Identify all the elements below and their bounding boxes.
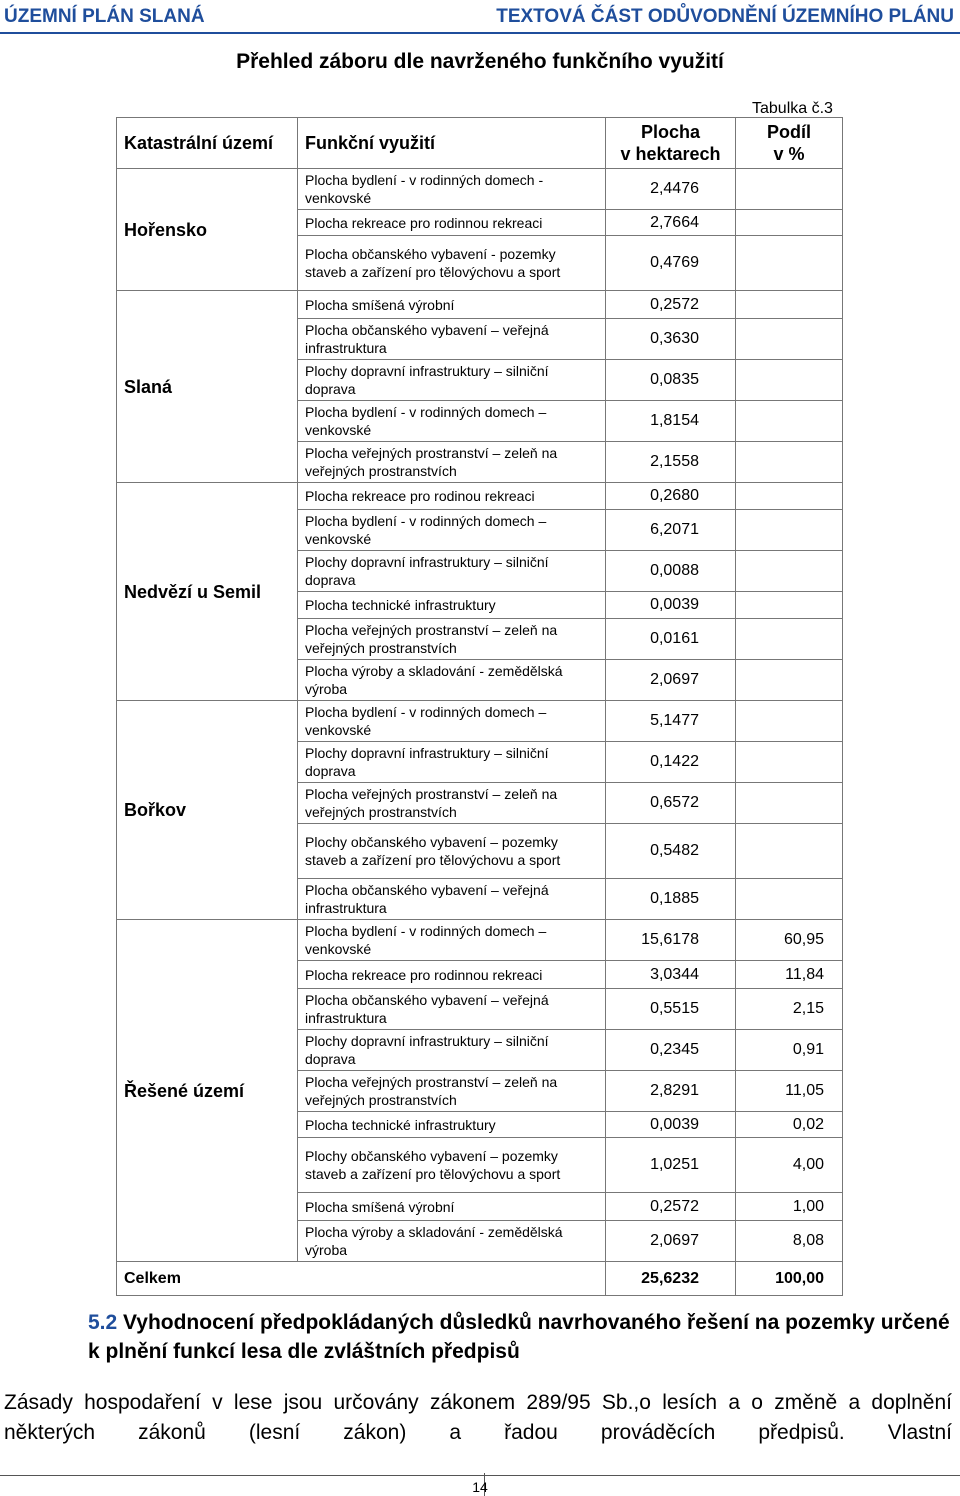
total-hectares: 25,6232 (606, 1262, 736, 1296)
function-cell: Plochy občanského vybavení – pozemky staveb a zařízení pro tělovýchovu a sport (298, 1138, 606, 1193)
total-label: Celkem (117, 1262, 606, 1296)
table-row (117, 483, 843, 510)
header-document-title: ÚZEMNÍ PLÁN SLANÁ (4, 6, 205, 27)
header-kat: Katastrální území (117, 118, 298, 169)
function-cell: Plocha občanského vybavení – veřejná infrastruktura (298, 319, 606, 360)
header-pct (736, 118, 843, 169)
header-rule (0, 32, 960, 34)
table-row (117, 920, 843, 961)
table-row (117, 291, 843, 319)
hectares-cell: 0,2572 (606, 1193, 736, 1221)
page-title: Přehled záboru dle navrženého funkčního využití (236, 50, 724, 73)
section-heading (88, 1308, 954, 1366)
header-ha (606, 118, 736, 169)
hectares-cell: 1,0251 (606, 1138, 736, 1193)
function-cell: Plocha výroby a skladování - zemědělská výroba (298, 660, 606, 701)
function-cell: Plochy dopravní infrastruktury – silniční doprava (298, 551, 606, 592)
hectares-cell: 2,4476 (606, 169, 736, 210)
function-cell: Plocha rekreace pro rodinnou rekreaci (298, 961, 606, 989)
percent-cell (736, 701, 843, 742)
function-cell: Plocha technické infrastruktury (298, 1112, 606, 1138)
page-header (0, 0, 960, 34)
cadastral-area-cell: Hořensko (117, 169, 298, 291)
percent-cell: 0,02 (736, 1112, 843, 1138)
percent-cell (736, 592, 843, 619)
table-label: Tabulka č.3 (752, 100, 833, 117)
function-cell: Plocha bydlení - v rodinných domech – venkovské (298, 510, 606, 551)
function-cell: Plocha veřejných prostranství – zeleň na veřejných prostranstvích (298, 442, 606, 483)
function-cell: Plocha občanského vybavení - pozemky staveb a zařízení pro tělovýchovu a sport (298, 236, 606, 291)
percent-cell (736, 742, 843, 783)
hectares-cell: 0,2572 (606, 291, 736, 319)
hectares-cell: 0,2680 (606, 483, 736, 510)
hectares-cell: 0,0039 (606, 1112, 736, 1138)
function-cell: Plocha rekreace pro rodinnou rekreaci (298, 210, 606, 236)
percent-cell: 60,95 (736, 920, 843, 961)
header-func: Funkční využití (298, 118, 606, 169)
function-cell: Plocha veřejných prostranství – zeleň na veřejných prostranstvích (298, 1071, 606, 1112)
percent-cell (736, 360, 843, 401)
hectares-cell: 2,7664 (606, 210, 736, 236)
hectares-cell: 0,0161 (606, 619, 736, 660)
percent-cell: 1,00 (736, 1193, 843, 1221)
hectares-cell: 0,6572 (606, 783, 736, 824)
hectares-cell: 0,1422 (606, 742, 736, 783)
percent-cell (736, 210, 843, 236)
table-header-row (117, 118, 843, 169)
percent-cell (736, 510, 843, 551)
percent-cell (736, 169, 843, 210)
hectares-cell: 2,1558 (606, 442, 736, 483)
percent-cell: 2,15 (736, 989, 843, 1030)
function-cell: Plocha bydlení - v rodinných domech - venkovské (298, 169, 606, 210)
function-cell: Plocha občanského vybavení – veřejná infrastruktura (298, 879, 606, 920)
body-paragraph: Zásady hospodaření v lese jsou určovány zákonem 289/95 Sb.,o lesích a o změně a doplnění některých zákonů (lesní zákon) a řadou prováděcích předpisů. Vlastní (4, 1391, 952, 1444)
function-cell: Plocha bydlení - v rodinných domech – venkovské (298, 701, 606, 742)
table-row (117, 169, 843, 210)
cadastral-area-cell: Slaná (117, 291, 298, 483)
section-number: 5.2 (88, 1311, 118, 1334)
header-section-title: TEXTOVÁ ČÁST ODŮVODNĚNÍ ÚZEMNÍHO PLÁNU (496, 6, 954, 27)
function-cell: Plocha veřejných prostranství – zeleň na veřejných prostranstvích (298, 619, 606, 660)
percent-cell (736, 236, 843, 291)
hectares-cell: 0,5515 (606, 989, 736, 1030)
function-cell: Plochy dopravní infrastruktury – silniční doprava (298, 742, 606, 783)
hectares-cell: 5,1477 (606, 701, 736, 742)
percent-cell (736, 879, 843, 920)
header-ha-line1: Plocha (640, 122, 701, 142)
function-cell: Plochy dopravní infrastruktury – silniční doprava (298, 360, 606, 401)
hectares-cell: 15,6178 (606, 920, 736, 961)
cadastral-area-cell: Řešené území (117, 920, 298, 1262)
function-cell: Plocha bydlení - v rodinných domech – venkovské (298, 401, 606, 442)
header-ha-line2: v hektarech (620, 144, 721, 164)
percent-cell (736, 783, 843, 824)
function-cell: Plocha smíšená výrobní (298, 1193, 606, 1221)
hectares-cell: 6,2071 (606, 510, 736, 551)
percent-cell (736, 483, 843, 510)
total-percent: 100,00 (736, 1262, 843, 1296)
hectares-cell: 2,0697 (606, 660, 736, 701)
hectares-cell: 0,4769 (606, 236, 736, 291)
percent-cell: 11,84 (736, 961, 843, 989)
percent-cell (736, 660, 843, 701)
percent-cell (736, 824, 843, 879)
percent-cell: 8,08 (736, 1221, 843, 1262)
hectares-cell: 0,3630 (606, 319, 736, 360)
function-cell: Plocha technické infrastruktury (298, 592, 606, 619)
function-cell: Plocha rekreace pro rodinou rekreaci (298, 483, 606, 510)
hectares-cell: 0,2345 (606, 1030, 736, 1071)
function-cell: Plochy dopravní infrastruktury – silniční doprava (298, 1030, 606, 1071)
function-cell: Plocha občanského vybavení – veřejná infrastruktura (298, 989, 606, 1030)
hectares-cell: 0,0835 (606, 360, 736, 401)
hectares-cell: 0,0088 (606, 551, 736, 592)
percent-cell (736, 401, 843, 442)
section-title: Vyhodnocení předpokládaných důsledků navrhovaného řešení na pozemky určené k plnění funkcí lesa dle zvláštních předpisů (88, 1311, 950, 1363)
page-number: 14 (472, 1479, 488, 1495)
percent-cell: 0,91 (736, 1030, 843, 1071)
percent-cell (736, 442, 843, 483)
hectares-cell: 0,1885 (606, 879, 736, 920)
percent-cell (736, 319, 843, 360)
percent-cell: 11,05 (736, 1071, 843, 1112)
cadastral-area-cell: Nedvězí u Semil (117, 483, 298, 701)
percent-cell: 4,00 (736, 1138, 843, 1193)
hectares-cell: 0,5482 (606, 824, 736, 879)
header-pct-line1: Podíl (767, 122, 811, 142)
function-cell: Plocha bydlení - v rodinných domech – venkovské (298, 920, 606, 961)
footer-rule (0, 1475, 960, 1476)
hectares-cell: 2,0697 (606, 1221, 736, 1262)
hectares-cell: 0,0039 (606, 592, 736, 619)
function-cell: Plochy občanského vybavení – pozemky staveb a zařízení pro tělovýchovu a sport (298, 824, 606, 879)
percent-cell (736, 551, 843, 592)
percent-cell (736, 619, 843, 660)
hectares-cell: 1,8154 (606, 401, 736, 442)
function-cell: Plocha výroby a skladování - zemědělská výroba (298, 1221, 606, 1262)
hectares-cell: 2,8291 (606, 1071, 736, 1112)
table-row (117, 701, 843, 742)
percent-cell (736, 291, 843, 319)
function-cell: Plocha veřejných prostranství – zeleň na veřejných prostranstvích (298, 783, 606, 824)
header-pct-line2: v % (773, 144, 805, 164)
total-row (117, 1262, 843, 1296)
cadastral-area-cell: Bořkov (117, 701, 298, 920)
hectares-cell: 3,0344 (606, 961, 736, 989)
function-cell: Plocha smíšená výrobní (298, 291, 606, 319)
land-use-table (116, 117, 843, 1296)
